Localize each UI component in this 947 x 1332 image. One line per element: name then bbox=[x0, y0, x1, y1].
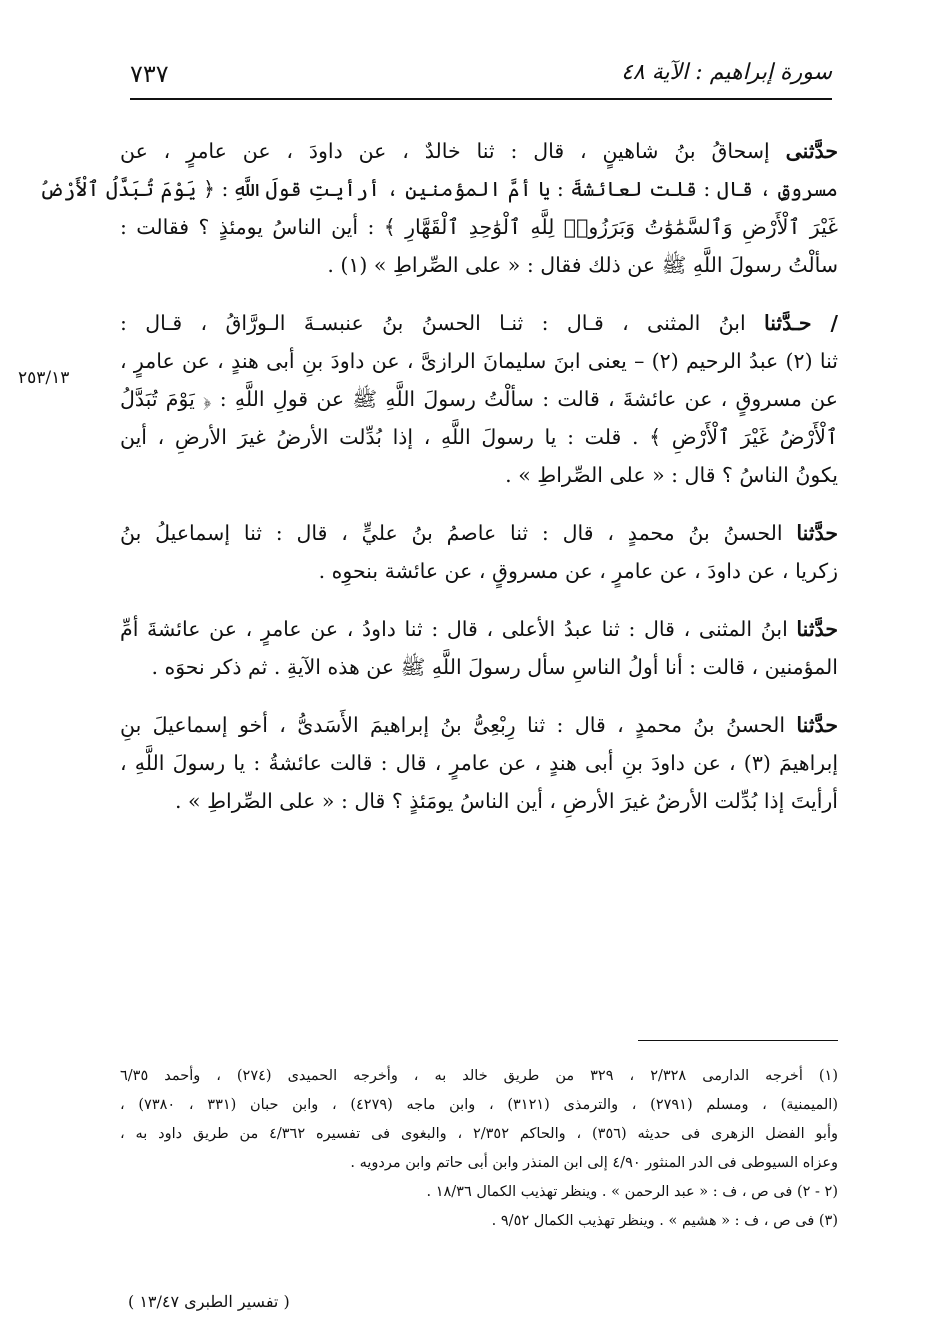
running-header bbox=[130, 58, 832, 100]
footnote-line: (الميمنية) ، ومسلم (٢٧٩١) ، والترمذى (٣١٢١) ، وابن ماجه (٤٢٧٩) ، وابن حبان (٣٣١ ، ٧٣٨٠) ، bbox=[120, 1097, 838, 1113]
text-line: المؤمنين ، قالت : أنا أولُ الناسِ سأل رسولَ اللَّهِ ﷺ عن هذه الآيةِ . ثم ذكر نحوَه . bbox=[151, 655, 838, 679]
narration-lead: / حـدَّثنا bbox=[763, 311, 839, 335]
narration-lead: حدَّثنى bbox=[785, 139, 838, 163]
footnote-line: وعزاه السيوطى فى الدر المنثور ٤/٩٠ إلى ابن المنذر وابن أبى حاتم وابن مردويه . bbox=[350, 1155, 838, 1171]
footnote-divider bbox=[638, 1040, 838, 1041]
text-line: ثنا (٢) عبدُ الرحيم (٢) – يعنى ابنَ سليمانَ الرازىَّ ، عن داودَ بنِ أبى هندٍ ، عن عامرٍ ، bbox=[120, 349, 839, 373]
text-line: حدَّثنى إسحاقُ بنُ شاهينٍ ، قال : ثنا خالدٌ ، عن داودَ ، عن عامرٍ ، عن bbox=[120, 139, 838, 163]
narration-lead: حدَّثنا bbox=[796, 617, 838, 641]
paragraph bbox=[120, 706, 838, 820]
surah-title: سورة إبراهيم : الآية ٤٨ bbox=[621, 60, 832, 85]
text-line: مسروقٍ ، قال : قلت لعائشةَ : يا أمَّ المؤمنين ، أرأيتِ قولَ اللَّهِ : ﴿ يَوْمَ تُبَدَّلُ ٱلْأَرْضُ bbox=[39, 177, 838, 201]
footnotes bbox=[120, 1062, 838, 1236]
text-line: إبراهيمَ (٣) ، عن داودَ بنِ أبى هندٍ ، عن عامرٍ ، قال : قالت عائشةُ : يا رسولَ اللَّهِ ، bbox=[120, 751, 839, 775]
text-line: عن مسروقٍ ، عن عائشةَ ، قالت : سألْتُ رسولَ اللَّهِ ﷺ عن قولِ اللَّهِ : ﴿ يَوْمَ تُبَدَّلُ bbox=[120, 387, 838, 411]
text-line: حدَّثنا ابنُ المثنى ، قال : ثنا عبدُ الأعلى ، قال : ثنا داودُ ، عن عامرٍ ، عن عائشةَ أمِّ bbox=[120, 617, 838, 641]
narration-lead: حدَّثنا bbox=[796, 521, 838, 545]
page-number: ٧٣٧ bbox=[130, 60, 169, 88]
footnote-line: (١) أخرجه الدارمى ٢/٣٢٨ ، ٣٢٩ من طريق خالد به ، وأخرجه الحميدى (٢٧٤) ، وأحمد ٦/٣٥ bbox=[120, 1068, 839, 1084]
footnote-line: (٢ - ٢) فى ص ، ف : « عبد الرحمن » . وينظر تهذيب الكمال ١٨/٣٦ . bbox=[426, 1184, 838, 1200]
paragraph bbox=[120, 514, 838, 590]
text-line: أرأيتَ إذا بُدِّلت الأرضُ غيرَ الأرضِ ، أين الناسُ يومَئذٍ ؟ قال : « على الصِّراطِ » . bbox=[175, 789, 838, 813]
paragraph bbox=[120, 610, 838, 686]
text-line: يكونُ الناسُ ؟ قال : « على الصِّراطِ » . bbox=[505, 463, 838, 487]
paragraph bbox=[120, 304, 838, 494]
margin-reference: ٢٥٣/١٣ bbox=[18, 368, 70, 388]
text-line: ٱلْأَرْضُ غَيْرَ ٱلْأَرْضِ ﴾ . قلت : يا رسولَ اللَّهِ ، إذا بُدِّلت الأرضُ غيرَ الأرضِ ، أين bbox=[120, 425, 838, 449]
text-line: حدَّثنا الحسنُ بنُ محمدٍ ، قال : ثنا عاصمُ بنُ عليٍّ ، قال : ثنا إسماعيلُ بنُ bbox=[120, 521, 838, 545]
text-line: غَيْرَ ٱلْأَرْضِ وَٱلسَّمَٰوَٰتُ وَبَرَزُوا۟ لِلَّهِ ٱلْوَٰحِدِ ٱلْقَهَّارِ ﴾ : أين الناسُ يومئذٍ ؟ فقالت : bbox=[120, 215, 838, 239]
text-line: سألْتُ رسولَ اللَّهِ ﷺ عن ذلك فقال : « على الصِّراطِ » (١) . bbox=[327, 253, 838, 277]
volume-reference: ( تفسير الطبرى ١٣/٤٧ ) bbox=[128, 1292, 290, 1311]
text-line: / حـدَّثنا ابنُ المثنى ، قـال : ثنـا الحسنُ بنُ عنبسـةَ الـورَّاقُ ، قـال : bbox=[120, 311, 839, 335]
paragraph bbox=[39, 132, 838, 284]
text-line: حدَّثنا الحسنُ بنُ محمدٍ ، قال : ثنا رِبْعِىُّ بنُ إبراهيمَ الأَسَدىُّ ، أخو إسماعيلَ بنِ bbox=[120, 713, 838, 737]
narration-lead: حدَّثنا bbox=[796, 713, 838, 737]
footnote-line: (٣) فى ص ، ف : « هشيم » . وينظر تهذيب الكمال ٩/٥٢ . bbox=[491, 1213, 838, 1229]
footnote-line: وأبو الفضل الزهرى فى حديثه (٣٥٦) ، والحاكم ٢/٣٥٢ ، والبغوى فى تفسيره ٤/٣٦٢ من طريق داود به ، bbox=[120, 1126, 838, 1142]
text-line: زكريا ، عن داودَ ، عن عامرٍ ، عن مسروقٍ ، عن عائشة بنحوِه . bbox=[318, 559, 838, 583]
